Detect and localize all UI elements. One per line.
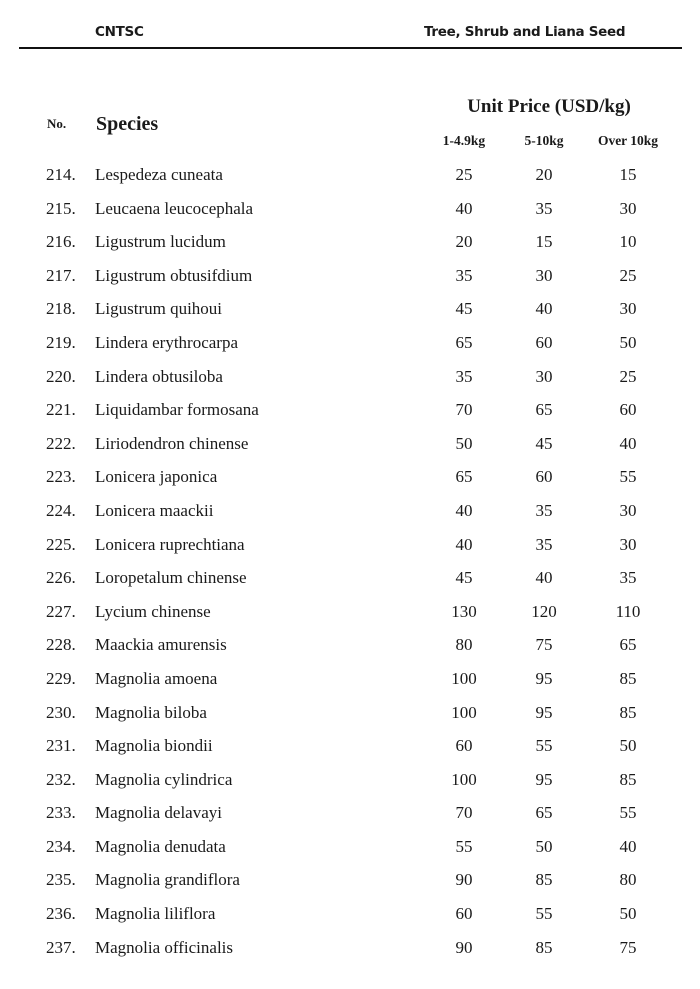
- price-tier-1: 40: [455, 500, 473, 520]
- price-tier-1: 35: [455, 366, 473, 386]
- price-tier-3: 30: [619, 500, 637, 520]
- running-head-right: Tree, Shrub and Liana Seed: [424, 24, 626, 40]
- column-header-no: No.: [47, 116, 67, 131]
- species-name: Magnolia biondii: [95, 736, 213, 756]
- row-number: 223.: [46, 467, 76, 487]
- price-tier-3: 80: [619, 870, 637, 890]
- row-number: 236.: [46, 904, 76, 924]
- price-tier-3: 50: [619, 904, 637, 924]
- price-tier-1: 40: [455, 534, 473, 554]
- price-tier-2: 95: [535, 668, 553, 688]
- row-number: 234.: [46, 836, 76, 856]
- price-tier-2: 85: [535, 870, 553, 890]
- row-number: 237.: [46, 937, 76, 957]
- table-row: [0, 532, 700, 566]
- price-tier-2: 60: [535, 467, 553, 487]
- price-tier-2: 75: [535, 635, 553, 655]
- species-name: Maackia amurensis: [95, 635, 227, 655]
- species-name: Magnolia delavayi: [95, 803, 222, 823]
- price-tier-3: 40: [619, 836, 637, 856]
- price-tier-2: 55: [535, 736, 553, 756]
- price-tier-1: 90: [455, 937, 473, 957]
- price-tier-2: 85: [535, 937, 553, 957]
- price-tier-2: 95: [535, 769, 553, 789]
- price-tier-3: 15: [619, 165, 637, 184]
- row-number: 220.: [46, 366, 76, 386]
- table-row: [0, 330, 700, 364]
- row-number: 233.: [46, 803, 76, 823]
- species-name: Loropetalum chinense: [95, 568, 247, 588]
- table-row: [0, 632, 700, 666]
- table-row: [0, 867, 700, 901]
- species-name: Magnolia officinalis: [95, 937, 234, 957]
- running-head-left: CNTSC: [95, 24, 144, 40]
- row-number: 230.: [46, 702, 76, 722]
- species-name: Lonicera ruprechtiana: [95, 534, 245, 554]
- table-row: [0, 229, 700, 263]
- price-tier-1: 25: [455, 165, 473, 184]
- price-tier-2: 55: [535, 904, 553, 924]
- species-name: Ligustrum obtusifdium: [95, 265, 253, 285]
- price-tier-1: 100: [451, 769, 477, 789]
- price-tier-2: 65: [535, 400, 553, 420]
- table-row: [0, 431, 700, 465]
- price-tier-1: 90: [455, 870, 473, 890]
- table-body: [0, 162, 700, 968]
- header-rule: [19, 47, 682, 49]
- column-header-tier-3: Over 10kg: [597, 133, 659, 148]
- price-tier-1: 70: [455, 803, 473, 823]
- species-name: Magnolia liliflora: [95, 904, 216, 924]
- table-row: [0, 364, 700, 398]
- price-tier-3: 85: [619, 668, 637, 688]
- column-header-species: Species: [96, 113, 159, 135]
- price-tier-3: 110: [615, 601, 641, 621]
- table-row: [0, 162, 700, 196]
- price-tier-1: 55: [455, 836, 473, 856]
- price-tier-3: 25: [619, 265, 637, 285]
- price-tier-3: 30: [619, 198, 637, 218]
- price-tier-1: 70: [455, 400, 473, 420]
- row-number: 217.: [46, 265, 76, 285]
- row-number: 229.: [46, 668, 76, 688]
- table-row: [0, 733, 700, 767]
- row-number: 215.: [46, 198, 76, 218]
- price-tier-3: 50: [619, 332, 637, 352]
- table-row: [0, 935, 700, 969]
- price-tier-3: 55: [619, 803, 637, 823]
- column-header-tier-1: 1-4.9kg: [442, 133, 486, 148]
- price-tier-2: 30: [535, 265, 553, 285]
- row-number: 224.: [46, 500, 76, 520]
- row-number: 228.: [46, 635, 76, 655]
- price-tier-1: 100: [451, 668, 477, 688]
- table-row: [0, 296, 700, 330]
- price-tier-3: 50: [619, 736, 637, 756]
- row-number: 218.: [46, 299, 76, 319]
- table-row: [0, 901, 700, 935]
- species-name: Lindera obtusiloba: [95, 366, 223, 386]
- table-row: [0, 397, 700, 431]
- price-tier-2: 30: [535, 366, 553, 386]
- species-name: Lespedeza cuneata: [95, 165, 223, 184]
- row-number: 232.: [46, 769, 76, 789]
- species-name: Lindera erythrocarpa: [95, 332, 238, 352]
- table-row: [0, 565, 700, 599]
- price-tier-1: 35: [455, 265, 473, 285]
- price-tier-1: 60: [455, 904, 473, 924]
- price-tier-3: 25: [619, 366, 637, 386]
- species-name: Liriodendron chinense: [95, 433, 249, 453]
- table-row: [0, 263, 700, 297]
- row-number: 235.: [46, 870, 76, 890]
- price-tier-1: 80: [455, 635, 473, 655]
- price-tier-3: 55: [619, 467, 637, 487]
- price-tier-3: 60: [619, 400, 637, 420]
- price-tier-1: 45: [455, 299, 473, 319]
- table-row: [0, 196, 700, 230]
- column-header-tier-2: 5-10kg: [524, 133, 564, 148]
- price-tier-2: 35: [535, 534, 553, 554]
- price-tier-1: 65: [455, 467, 473, 487]
- price-tier-1: 130: [451, 601, 477, 621]
- price-tier-2: 60: [535, 332, 553, 352]
- price-tier-2: 35: [535, 198, 553, 218]
- price-tier-2: 65: [535, 803, 553, 823]
- price-tier-3: 65: [619, 635, 637, 655]
- table-row: [0, 666, 700, 700]
- price-tier-1: 45: [455, 568, 473, 588]
- price-tier-1: 60: [455, 736, 473, 756]
- price-tier-1: 100: [451, 702, 477, 722]
- species-name: Magnolia amoena: [95, 668, 218, 688]
- species-name: Leucaena leucocephala: [95, 198, 254, 218]
- row-number: 231.: [46, 736, 76, 756]
- row-number: 225.: [46, 534, 76, 554]
- price-tier-1: 20: [455, 232, 473, 252]
- species-name: Lonicera japonica: [95, 467, 218, 487]
- price-tier-1: 50: [455, 433, 473, 453]
- price-tier-2: 15: [535, 232, 553, 252]
- table-row: [0, 599, 700, 633]
- price-tier-3: 85: [619, 769, 637, 789]
- table-row: [0, 498, 700, 532]
- species-name: Lonicera maackii: [95, 500, 214, 520]
- species-name: Magnolia denudata: [95, 836, 226, 856]
- price-tier-2: 40: [535, 568, 553, 588]
- row-number: 216.: [46, 232, 76, 252]
- row-number: 222.: [46, 433, 76, 453]
- price-tier-3: 40: [619, 433, 637, 453]
- species-name: Ligustrum quihoui: [95, 299, 223, 319]
- table-row: [0, 767, 700, 801]
- price-tier-2: 50: [535, 836, 553, 856]
- row-number: 221.: [46, 400, 76, 420]
- row-number: 214.: [46, 165, 76, 184]
- species-name: Magnolia biloba: [95, 702, 207, 722]
- price-tier-3: 10: [619, 232, 637, 252]
- row-number: 219.: [46, 332, 76, 352]
- row-number: 226.: [46, 568, 76, 588]
- column-header-unit-price: Unit Price (USD/kg): [467, 96, 631, 117]
- species-name: Lycium chinense: [95, 601, 211, 621]
- table-row: [0, 800, 700, 834]
- table-row: [0, 834, 700, 868]
- price-tier-3: 30: [619, 534, 637, 554]
- species-name: Ligustrum lucidum: [95, 232, 226, 252]
- price-tier-2: 120: [531, 601, 557, 621]
- price-tier-3: 30: [619, 299, 637, 319]
- price-tier-3: 75: [619, 937, 637, 957]
- species-name: Liquidambar formosana: [95, 400, 259, 420]
- price-tier-2: 40: [535, 299, 553, 319]
- price-tier-3: 35: [619, 568, 637, 588]
- price-tier-2: 35: [535, 500, 553, 520]
- species-name: Magnolia grandiflora: [95, 870, 240, 890]
- price-tier-2: 45: [535, 433, 553, 453]
- price-tier-2: 95: [535, 702, 553, 722]
- running-head: [0, 24, 700, 46]
- species-name: Magnolia cylindrica: [95, 769, 233, 789]
- table-row: [0, 700, 700, 734]
- price-tier-2: 20: [535, 165, 553, 184]
- row-number: 227.: [46, 601, 76, 621]
- price-tier-1: 40: [455, 198, 473, 218]
- table-row: [0, 464, 700, 498]
- price-tier-3: 85: [619, 702, 637, 722]
- price-tier-1: 65: [455, 332, 473, 352]
